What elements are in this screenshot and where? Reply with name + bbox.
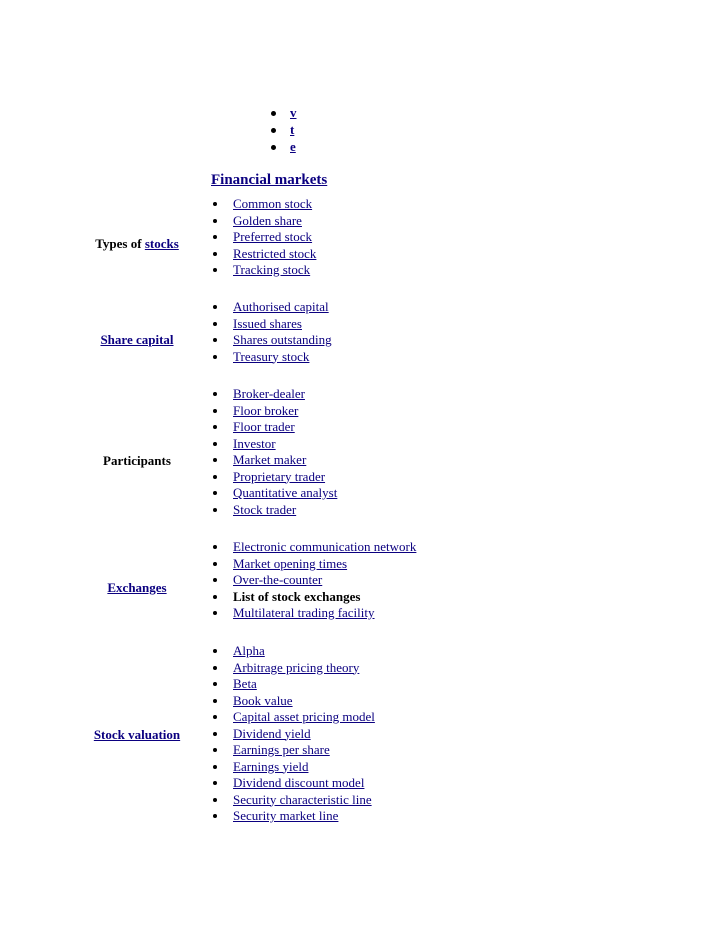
group-label: [88, 332, 186, 348]
item-list: [211, 196, 316, 279]
list-item: [211, 419, 337, 436]
navbox-vte-links: [271, 104, 297, 155]
list-item: [211, 693, 375, 710]
list-item: [211, 726, 375, 743]
financial-markets-link[interactable]: Financial markets: [211, 172, 328, 188]
item-link[interactable]: Alpha: [233, 643, 265, 658]
item-link[interactable]: Treasury stock: [233, 348, 310, 364]
item-link[interactable]: Quantitative analyst: [233, 485, 338, 500]
item-link[interactable]: Dividend yield: [233, 725, 311, 741]
group-label: [88, 580, 186, 596]
list-item: [211, 229, 316, 246]
item-link[interactable]: Capital asset pricing model: [233, 709, 375, 724]
list-item: [211, 299, 332, 316]
item-link[interactable]: Security market line: [233, 808, 339, 823]
item-link[interactable]: Book value: [233, 692, 293, 708]
list-item: [211, 452, 337, 469]
stocks-link[interactable]: stocks: [144, 236, 179, 251]
list-item: [211, 775, 375, 792]
group-label: [88, 727, 186, 743]
item-link[interactable]: Arbitrage pricing theory: [233, 659, 360, 675]
vte-item: [271, 121, 297, 138]
item-link[interactable]: Floor trader: [233, 419, 295, 434]
item-link[interactable]: Preferred stock: [233, 229, 313, 244]
item-list: [211, 386, 337, 518]
list-item: [211, 246, 316, 263]
list-item: [211, 792, 375, 809]
list-item: [211, 502, 337, 519]
list-item-current: [211, 589, 416, 606]
item-link[interactable]: Authorised capital: [233, 299, 329, 314]
item-link[interactable]: Market maker: [233, 452, 307, 467]
group-label: [88, 453, 186, 469]
list-item: [211, 643, 375, 660]
vte-item: [271, 138, 297, 155]
list-item: [211, 386, 337, 403]
stock-valuation-link[interactable]: Stock valuation: [93, 727, 181, 742]
list-item: [211, 349, 332, 366]
list-item: [211, 403, 337, 420]
item-link[interactable]: Dividend discount model: [233, 775, 365, 790]
item-list: [211, 539, 416, 622]
list-item: [211, 436, 337, 453]
item-link[interactable]: Broker-dealer: [233, 386, 305, 401]
current-page-label: List of stock exchanges: [233, 588, 361, 604]
vte-item: [271, 104, 297, 121]
item-link[interactable]: Shares outstanding: [233, 332, 332, 347]
share-capital-link[interactable]: Share capital: [100, 332, 174, 347]
item-link[interactable]: Earnings per share: [233, 742, 330, 757]
item-link[interactable]: Tracking stock: [233, 262, 311, 277]
list-item: [211, 262, 316, 279]
list-item: [211, 808, 375, 825]
item-list: [211, 299, 332, 365]
item-link[interactable]: Stock trader: [233, 501, 297, 517]
list-item: [211, 485, 337, 502]
list-item: [211, 709, 375, 726]
group-label-text: Participants: [103, 453, 171, 468]
list-item: [211, 605, 416, 622]
exchanges-link[interactable]: Exchanges: [107, 580, 167, 595]
item-link[interactable]: Electronic communication network: [233, 539, 417, 554]
talk-template-link[interactable]: t: [290, 122, 295, 137]
item-link[interactable]: Common stock: [233, 196, 313, 211]
item-link[interactable]: Multilateral trading facility: [233, 605, 375, 620]
item-link[interactable]: Security characteristic line: [233, 791, 372, 807]
list-item: [211, 556, 416, 573]
edit-template-link[interactable]: e: [290, 139, 296, 154]
list-item: [211, 660, 375, 677]
list-item: [211, 742, 375, 759]
view-template-link[interactable]: v: [290, 105, 297, 120]
item-link[interactable]: Beta: [233, 676, 257, 691]
list-item: [211, 572, 416, 589]
group-label: [88, 236, 186, 252]
list-item: [211, 196, 316, 213]
item-link[interactable]: Investor: [233, 435, 276, 451]
navbox-title: [211, 171, 327, 190]
item-list: [211, 643, 375, 825]
list-item: [211, 676, 375, 693]
list-item: [211, 539, 416, 556]
item-link[interactable]: Golden share: [233, 212, 302, 228]
item-link[interactable]: Proprietary trader: [233, 468, 326, 484]
list-item: [211, 316, 332, 333]
item-link[interactable]: Over-the-counter: [233, 572, 323, 587]
list-item: [211, 759, 375, 776]
item-link[interactable]: Earnings yield: [233, 758, 309, 774]
group-label-text: Types of: [95, 236, 145, 251]
item-link[interactable]: Restricted stock: [233, 245, 317, 261]
list-item: [211, 469, 337, 486]
list-item: [211, 332, 332, 349]
item-link[interactable]: Issued shares: [233, 315, 302, 331]
item-link[interactable]: Market opening times: [233, 555, 348, 571]
list-item: [211, 213, 316, 230]
item-link[interactable]: Floor broker: [233, 402, 299, 418]
